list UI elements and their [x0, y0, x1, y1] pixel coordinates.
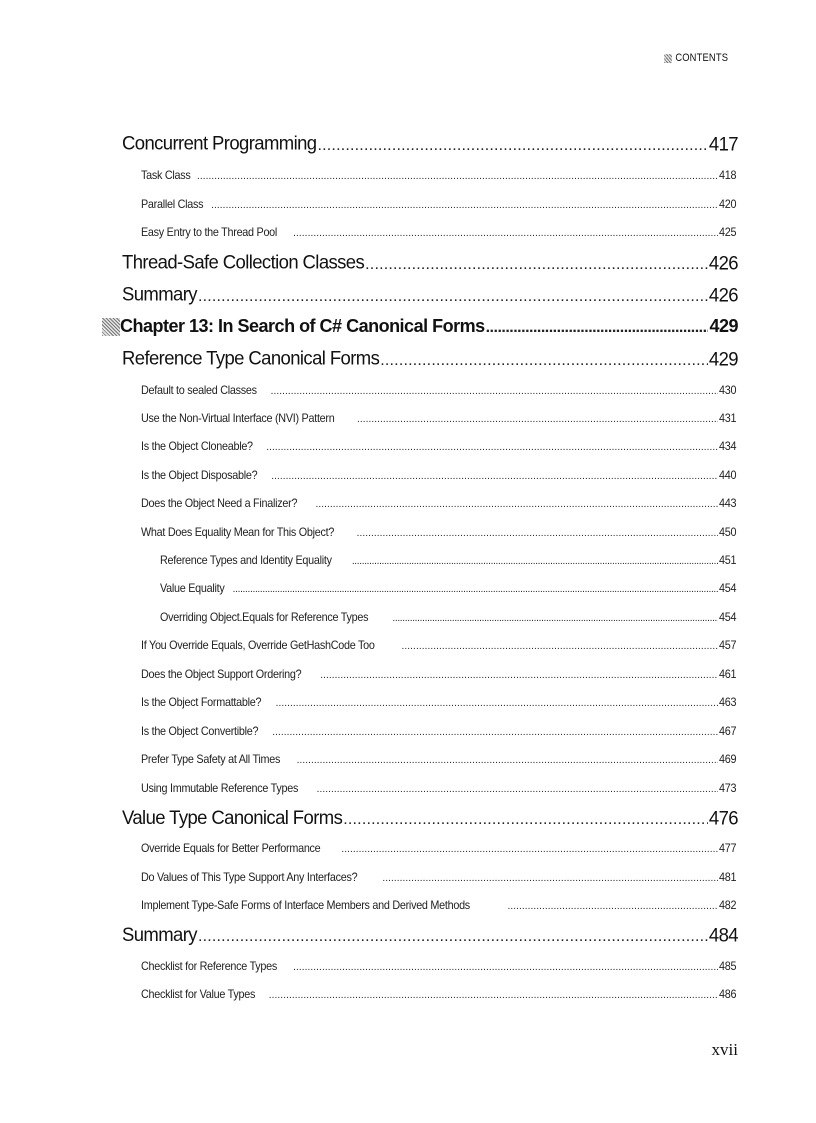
toc-entry-page: 430: [718, 383, 737, 397]
leader-dots: [352, 556, 718, 567]
toc-entry[interactable]: [122, 348, 738, 370]
toc-entry-page: 418: [718, 168, 737, 182]
toc-entry-page: 477: [718, 841, 737, 855]
leader-dots: [365, 256, 708, 274]
toc-entry[interactable]: [160, 610, 738, 624]
toc-entry-page: 454: [718, 581, 737, 595]
toc-entry[interactable]: [141, 667, 738, 681]
toc-entry-title: Is the Object Convertible?: [141, 724, 259, 738]
toc-entry-page: 476: [708, 807, 738, 829]
toc-entry-title: Chapter 13: In Search of C# Canonical Forms: [120, 316, 485, 336]
toc-entry[interactable]: [141, 752, 738, 766]
toc-entry-page: 485: [718, 959, 737, 973]
leader-dots: [293, 228, 718, 239]
leader-dots: [276, 698, 718, 709]
toc-entry-page: 486: [718, 987, 737, 1001]
leader-dots: [382, 873, 718, 884]
leader-dots: [271, 471, 718, 482]
toc-entry[interactable]: [141, 898, 738, 912]
toc-entry-title: Summary: [122, 924, 197, 945]
toc-entry[interactable]: [141, 168, 738, 182]
leader-dots: [211, 200, 718, 211]
toc-entry-page: 482: [718, 898, 737, 912]
leader-dots: [357, 528, 718, 539]
toc-entry-page: 450: [718, 525, 737, 539]
leader-dots: [197, 171, 718, 182]
toc-entry-page: 457: [718, 638, 737, 652]
leader-dots: [316, 499, 718, 510]
toc-entry-title: Does the Object Support Ordering?: [141, 667, 302, 681]
toc-entry[interactable]: [141, 695, 738, 709]
toc-entry-title: Prefer Type Safety at All Times: [141, 752, 281, 766]
toc-entry-title: Is the Object Disposable?: [141, 468, 258, 482]
toc-entry-page: 429: [709, 316, 738, 336]
toc-entry[interactable]: [122, 284, 738, 306]
toc-entry-title: Is the Object Formattable?: [141, 695, 262, 709]
toc-entry-page: 467: [718, 724, 737, 738]
toc-entry[interactable]: [141, 525, 738, 539]
toc-entry-title: Use the Non-Virtual Interface (NVI) Pattern: [141, 411, 335, 425]
running-header: [664, 52, 728, 64]
toc-entry-page: 431: [718, 411, 737, 425]
toc-entry-page: 484: [708, 924, 738, 946]
toc-entry-title: Thread-Safe Collection Classes: [122, 252, 365, 273]
toc-entry[interactable]: [122, 133, 738, 155]
toc-entry-page: 426: [708, 252, 738, 274]
toc-entry[interactable]: [141, 439, 738, 453]
toc-entry[interactable]: [160, 581, 738, 595]
toc-entry[interactable]: [141, 841, 738, 855]
toc-entry-page: 463: [718, 695, 737, 709]
leader-dots: [293, 962, 718, 973]
toc-entry-title: Reference Types and Identity Equality: [160, 553, 332, 567]
toc-entry-title: Summary: [122, 284, 197, 305]
toc-entry-page: 454: [718, 610, 737, 624]
leader-dots: [486, 319, 709, 337]
toc-entry[interactable]: [160, 553, 738, 567]
toc-entry-title: If You Override Equals, Override GetHashCode Too: [141, 638, 375, 652]
leader-dots: [341, 844, 718, 855]
toc-entry[interactable]: [141, 959, 738, 973]
toc-entry[interactable]: [141, 468, 738, 482]
leader-dots: [198, 288, 708, 306]
toc-entry-page: 417: [708, 133, 738, 155]
toc-chapter-entry[interactable]: [120, 316, 738, 337]
leader-dots: [272, 727, 718, 738]
leader-dots: [198, 928, 708, 946]
hatch-marker-icon: [664, 54, 672, 63]
toc-entry-title: Task Class: [141, 168, 191, 182]
toc-entry[interactable]: [122, 252, 738, 274]
toc-entry-title: Implement Type-Safe Forms of Interface Members and Derived Methods: [141, 898, 470, 912]
leader-dots: [357, 414, 718, 425]
leader-dots: [402, 641, 718, 652]
leader-dots: [318, 137, 708, 155]
toc-entry-page: 481: [718, 870, 737, 884]
toc-entry[interactable]: [141, 496, 738, 510]
toc-entry-page: 469: [718, 752, 737, 766]
leader-dots: [392, 613, 718, 624]
leader-dots: [507, 901, 717, 912]
toc-entry-page: 440: [718, 468, 737, 482]
toc-entry-title: Easy Entry to the Thread Pool: [141, 225, 278, 239]
leader-dots: [380, 352, 708, 370]
toc-entry[interactable]: [122, 924, 738, 946]
toc-entry-page: 473: [718, 781, 737, 795]
leader-dots: [297, 755, 718, 766]
toc-entry-title: Override Equals for Better Performance: [141, 841, 321, 855]
toc-entry-page: 429: [708, 348, 738, 370]
leader-dots: [233, 584, 718, 595]
toc-entry-page: 426: [708, 284, 738, 306]
leader-dots: [266, 442, 718, 453]
toc-entry-title: Parallel Class: [141, 197, 204, 211]
running-header-label: CONTENTS: [675, 52, 728, 64]
leader-dots: [269, 990, 718, 1001]
toc-entry-title: Using Immutable Reference Types: [141, 781, 299, 795]
toc-entry-page: 425: [718, 225, 737, 239]
leader-dots: [343, 811, 708, 829]
toc-entry[interactable]: [141, 870, 738, 884]
toc-entry-title: Checklist for Reference Types: [141, 959, 278, 973]
leader-dots: [317, 784, 718, 795]
toc-entry[interactable]: [122, 807, 738, 829]
toc-entry-title: Overriding Object.Equals for Reference Types: [160, 610, 369, 624]
toc-entry[interactable]: [141, 781, 738, 795]
toc-entry-title: Value Equality: [160, 581, 225, 595]
toc-entry-title: Reference Type Canonical Forms: [122, 348, 380, 369]
toc-entry[interactable]: [141, 724, 738, 738]
toc-entry-title: Does the Object Need a Finalizer?: [141, 496, 298, 510]
toc-entry[interactable]: [141, 638, 738, 652]
toc-entry-title: Do Values of This Type Support Any Interfaces?: [141, 870, 358, 884]
leader-dots: [271, 386, 718, 397]
toc-entry-title: Value Type Canonical Forms: [122, 807, 343, 828]
leader-dots: [320, 670, 718, 681]
toc-entry-title: Concurrent Programming: [122, 133, 317, 154]
toc-entry-page: 420: [718, 197, 737, 211]
page-number: xvii: [711, 1040, 738, 1059]
toc-entry-title: What Does Equality Mean for This Object?: [141, 525, 335, 539]
toc-entry-page: 451: [718, 553, 737, 567]
toc-entry-title: Default to sealed Classes: [141, 383, 257, 397]
toc-entry-page: 434: [718, 439, 737, 453]
toc-entry[interactable]: [141, 987, 738, 1001]
chapter-hatch-icon: [102, 318, 120, 336]
toc-entry-title: Checklist for Value Types: [141, 987, 256, 1001]
toc-entry-title: Is the Object Cloneable?: [141, 439, 253, 453]
toc-entry[interactable]: [141, 225, 738, 239]
toc-entry[interactable]: [141, 383, 738, 397]
toc-entry-page: 443: [718, 496, 737, 510]
toc-entry[interactable]: [141, 411, 738, 425]
toc-entry-page: 461: [718, 667, 737, 681]
toc-entry[interactable]: [141, 197, 738, 211]
